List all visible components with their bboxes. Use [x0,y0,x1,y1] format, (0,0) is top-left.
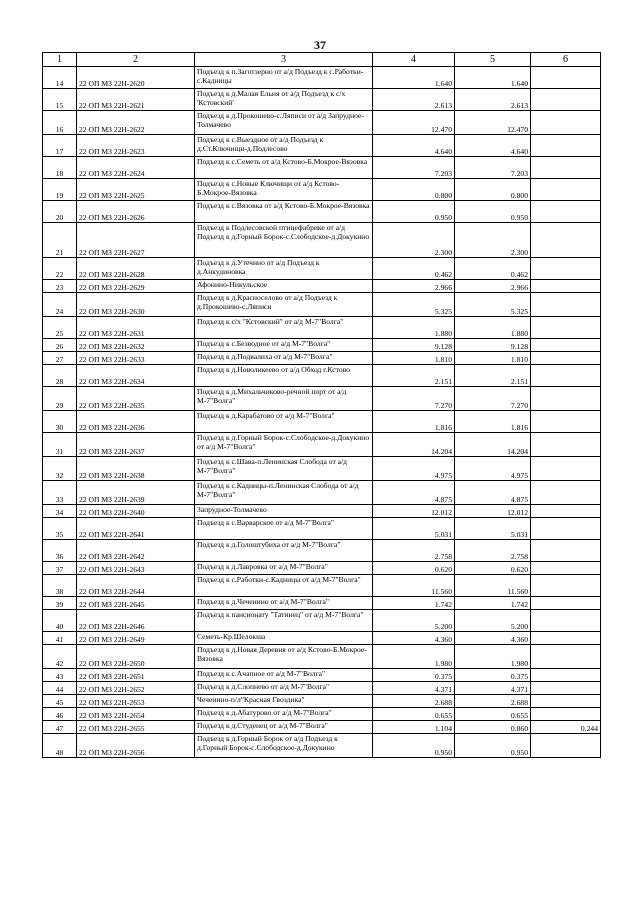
road-name: Подъезд к с.Варварское от а/д М-7"Волга" [195,518,373,540]
table-row [43,540,601,562]
road-name: Подъезд к д.Горный Борок-с.Слободское-д.Докукино от а/д М-7"Волга" [195,433,373,457]
length-col6 [531,645,601,669]
length-col5: 4.640 [455,135,531,157]
col-header-1: 1 [43,53,77,67]
road-code: 22 ОП МЗ 22Н-2641 [77,518,195,540]
road-code: 22 ОП МЗ 22Н-2654 [77,708,195,721]
page-number: 37 [314,38,326,52]
length-col5: 4.875 [455,481,531,505]
col-header-3: 3 [195,53,373,67]
length-total: 1.980 [373,645,455,669]
length-total: 4.371 [373,682,455,695]
length-col6 [531,89,601,111]
length-col5: 4.360 [455,632,531,645]
length-total: 1.880 [373,317,455,339]
road-code: 22 ОП МЗ 22Н-2636 [77,411,195,433]
length-total: 1.640 [373,67,455,89]
length-col6 [531,481,601,505]
road-code: 22 ОП МЗ 22Н-2620 [77,67,195,89]
length-col6 [531,352,601,365]
table-row [43,610,601,632]
row-number: 36 [43,540,77,562]
row-number: 23 [43,280,77,293]
road-code: 22 ОП МЗ 22Н-2629 [77,280,195,293]
table-row [43,505,601,518]
length-col6 [531,734,601,758]
length-col5: 7.203 [455,157,531,179]
length-col5: 1.640 [455,67,531,89]
length-col5: 12.012 [455,505,531,518]
length-col6 [531,365,601,387]
length-col6 [531,411,601,433]
table-body [43,67,601,758]
road-code: 22 ОП МЗ 22Н-2650 [77,645,195,669]
road-name: Подъезд к с.Кадницы-п.Ленинская Слобода от а/д М-7"Волга" [195,481,373,505]
length-col6 [531,575,601,597]
row-number: 21 [43,223,77,258]
table-row [43,339,601,352]
road-code: 22 ОП МЗ 22Н-2624 [77,157,195,179]
length-col6 [531,457,601,481]
row-number: 29 [43,387,77,411]
length-col6 [531,339,601,352]
road-code: 22 ОП МЗ 22Н-2638 [77,457,195,481]
length-col5: 2.966 [455,280,531,293]
length-col5: 2.613 [455,89,531,111]
road-name: Подъезд к д.Голоштубиха от а/д М-7"Волга" [195,540,373,562]
table-row [43,111,601,135]
length-total: 14.204 [373,433,455,457]
table-row [43,157,601,179]
road-name: Подъезд к д.Михальчиково-речной порт от а/д М-7"Волга" [195,387,373,411]
length-col6 [531,157,601,179]
length-total: 4.360 [373,632,455,645]
road-code: 22 ОП МЗ 22Н-2655 [77,721,195,734]
road-code: 22 ОП МЗ 22Н-2645 [77,597,195,610]
row-number: 34 [43,505,77,518]
row-number: 32 [43,457,77,481]
length-col6 [531,387,601,411]
length-col6 [531,258,601,280]
length-total: 5.325 [373,293,455,317]
length-total: 1.104 [373,721,455,734]
road-code: 22 ОП МЗ 22Н-2632 [77,339,195,352]
length-col5: 2.151 [455,365,531,387]
row-number: 27 [43,352,77,365]
length-col6 [531,179,601,201]
row-number: 15 [43,89,77,111]
road-name: Подъезд к с.Новые Ключищи от а/д Кстово-Б.Мокрое-Вязовка [195,179,373,201]
road-name: Подъезд к д.Красноселово от а/д Подъезд к д.Прокошево-с.Ляписи [195,293,373,317]
row-number: 43 [43,669,77,682]
road-name: Подъезд к д.Карабатово от а/д М-7"Волга" [195,411,373,433]
row-number: 38 [43,575,77,597]
length-col6 [531,201,601,223]
row-number: 14 [43,67,77,89]
table-row [43,258,601,280]
road-name: Подъезд к д.Горный Борок от а/д Подъезд к д.Горный Борок-с.Слободское-д.Докукино [195,734,373,758]
road-code: 22 ОП МЗ 22Н-2633 [77,352,195,365]
row-number: 20 [43,201,77,223]
row-number: 22 [43,258,77,280]
length-col6 [531,669,601,682]
row-number: 48 [43,734,77,758]
row-number: 19 [43,179,77,201]
table-row [43,352,601,365]
length-col5: 9.128 [455,339,531,352]
table-row [43,135,601,157]
table-row [43,411,601,433]
road-code: 22 ОП МЗ 22Н-2652 [77,682,195,695]
table-row [43,280,601,293]
length-col5: 1.810 [455,352,531,365]
length-col5: 0.860 [455,721,531,734]
row-number: 39 [43,597,77,610]
length-col5: 0.375 [455,669,531,682]
road-code: 22 ОП МЗ 22Н-2646 [77,610,195,632]
length-total: 12.012 [373,505,455,518]
road-code: 22 ОП МЗ 22Н-2626 [77,201,195,223]
length-total: 9.128 [373,339,455,352]
road-name: Афонино-Никульское [195,280,373,293]
length-col5: 5.031 [455,518,531,540]
length-col5: 0.800 [455,179,531,201]
length-col5: 0.950 [455,734,531,758]
length-total: 0.462 [373,258,455,280]
roads-table [42,52,601,758]
col-header-4: 4 [373,53,455,67]
table-row [43,632,601,645]
table-row [43,223,601,258]
length-total: 2.758 [373,540,455,562]
road-code: 22 ОП МЗ 22Н-2628 [77,258,195,280]
road-name: Подъезд к пансионату "Татинец" от а/д М-7"Волга" [195,610,373,632]
road-name: Подъезд к д.Студенец от а/д М-7"Волга" [195,721,373,734]
road-name: Подъезд к д.Новоликеево от а/д Обход г.Кстово [195,365,373,387]
table-row [43,179,601,201]
length-total: 2.688 [373,695,455,708]
length-col5: 5.325 [455,293,531,317]
road-name: Подъезд к д.Подвалиха от а/д М-7"Волга" [195,352,373,365]
length-col5: 7.270 [455,387,531,411]
row-number: 18 [43,157,77,179]
table-row [43,721,601,734]
road-name: Подъезд к с.Выездное от а/д Подъезд к д.Ст.Ключищи-д.Подлесово [195,135,373,157]
road-name: Семеть-Кр.Шелокша [195,632,373,645]
road-name: Подъезд к д.Прокошево-с.Ляписи от а/д Запрудное-Толмачево [195,111,373,135]
road-name: Подъезд к с.Семеть от а/д Кстово-Б.Мокрое-Вязовка [195,157,373,179]
header-row [43,53,601,67]
length-total: 1.742 [373,597,455,610]
row-number: 42 [43,645,77,669]
table-row [43,89,601,111]
length-col5: 5.200 [455,610,531,632]
length-col6 [531,433,601,457]
road-code: 22 ОП МЗ 22Н-2656 [77,734,195,758]
table-row [43,645,601,669]
road-code: 22 ОП МЗ 22Н-2639 [77,481,195,505]
road-code: 22 ОП МЗ 22Н-2651 [77,669,195,682]
length-col6 [531,223,601,258]
road-name: Подъезд к с.Работки-с.Кадницы от а/д М-7"Волга" [195,575,373,597]
length-col5: 4.371 [455,682,531,695]
road-code: 22 ОП МЗ 22Н-2622 [77,111,195,135]
road-name: Подъезд к с.Вязовка от а/д Кстово-Б.Мокрое-Вязовка [195,201,373,223]
road-name: Чеченино-п/л"Красная Гвоздика" [195,695,373,708]
road-name: Подъезд к д.Абатурово от а/д М-7"Волга" [195,708,373,721]
length-col6 [531,632,601,645]
road-code: 22 ОП МЗ 22Н-2630 [77,293,195,317]
road-name: Подъезд к с.Безводное от а/д М-7"Волга" [195,339,373,352]
length-col5: 2.758 [455,540,531,562]
length-col5: 0.655 [455,708,531,721]
length-col6 [531,610,601,632]
length-total: 0.375 [373,669,455,682]
length-total: 0.950 [373,201,455,223]
length-total: 0.800 [373,179,455,201]
table-row [43,293,601,317]
row-number: 25 [43,317,77,339]
table-row [43,317,601,339]
row-number: 35 [43,518,77,540]
road-name: Подъезд к д.Чеченино от а/д М-7"Волга" [195,597,373,610]
length-col5: 2.688 [455,695,531,708]
length-col5: 0.950 [455,201,531,223]
length-total: 4.875 [373,481,455,505]
road-code: 22 ОП МЗ 22Н-2642 [77,540,195,562]
road-code: 22 ОП МЗ 22Н-2631 [77,317,195,339]
length-total: 7.203 [373,157,455,179]
length-col5: 1.880 [455,317,531,339]
length-col6 [531,562,601,575]
length-total: 7.270 [373,387,455,411]
road-name: Подъезд к с.Шава-п.Ленинская Слобода от а/д М-7"Волга" [195,457,373,481]
length-col6 [531,682,601,695]
length-col5: 0.620 [455,562,531,575]
length-total: 0.655 [373,708,455,721]
length-col6 [531,293,601,317]
road-name: Подъезд к д.Новая Деревня от а/д Кстово-Б.Мокрое-Вязовка [195,645,373,669]
length-total: 2.151 [373,365,455,387]
length-col6 [531,708,601,721]
length-col6 [531,280,601,293]
road-name: Подъезд к д.Малая Ельня от а/д Подъезд к с/х 'Кстовский' [195,89,373,111]
row-number: 31 [43,433,77,457]
length-total: 1.816 [373,411,455,433]
table-row [43,575,601,597]
road-name: Запрудное-Толмачево [195,505,373,518]
length-col6: 0.244 [531,721,601,734]
length-col5: 1.816 [455,411,531,433]
length-total: 4.640 [373,135,455,157]
length-col5: 0.462 [455,258,531,280]
road-name: Подъезд к д.Утечино от а/д Подъезд к д.Анкудиновка [195,258,373,280]
length-col6 [531,111,601,135]
row-number: 41 [43,632,77,645]
row-number: 17 [43,135,77,157]
row-number: 30 [43,411,77,433]
road-name: Подъезд к с/х "Кстовский" от а/д М-7"Волга" [195,317,373,339]
row-number: 24 [43,293,77,317]
table-row [43,201,601,223]
length-col5: 4.975 [455,457,531,481]
road-code: 22 ОП МЗ 22Н-2621 [77,89,195,111]
length-total: 0.950 [373,734,455,758]
table-row [43,734,601,758]
col-header-5: 5 [455,53,531,67]
length-col6 [531,135,601,157]
length-col6 [531,67,601,89]
length-total: 5.200 [373,610,455,632]
road-code: 22 ОП МЗ 22Н-2640 [77,505,195,518]
row-number: 26 [43,339,77,352]
length-col6 [531,317,601,339]
road-name: Подъезд к п.Заготзерно от а/д Подъезд к с.Работки-с.Кадницы [195,67,373,89]
length-col6 [531,540,601,562]
col-header-2: 2 [77,53,195,67]
table-row [43,481,601,505]
table-row [43,457,601,481]
table-row [43,669,601,682]
length-total: 2.300 [373,223,455,258]
length-col5: 11.560 [455,575,531,597]
row-number: 37 [43,562,77,575]
table-row [43,67,601,89]
table-row [43,365,601,387]
road-code: 22 ОП МЗ 22Н-2653 [77,695,195,708]
length-col5: 2.300 [455,223,531,258]
length-total: 1.810 [373,352,455,365]
table-row [43,682,601,695]
table-row [43,562,601,575]
row-number: 40 [43,610,77,632]
length-total: 4.975 [373,457,455,481]
road-code: 22 ОП МЗ 22Н-2643 [77,562,195,575]
table-row [43,695,601,708]
length-total: 11.560 [373,575,455,597]
col-header-6: 6 [531,53,601,67]
row-number: 44 [43,682,77,695]
road-name: Подъезд к Подлесовской птицефабрике от а/д Подъезд к д.Горный Борок-с.Слободское-д.Докукино [195,223,373,258]
row-number: 33 [43,481,77,505]
length-total: 2.966 [373,280,455,293]
road-code: 22 ОП МЗ 22Н-2627 [77,223,195,258]
length-col6 [531,695,601,708]
length-col5: 12.470 [455,111,531,135]
table-row [43,708,601,721]
length-col5: 1.980 [455,645,531,669]
road-code: 22 ОП МЗ 22Н-2637 [77,433,195,457]
road-name: Подъезд к д.Слопнево от а/д М-7"Волга" [195,682,373,695]
length-col5: 1.742 [455,597,531,610]
length-col6 [531,505,601,518]
table-row [43,597,601,610]
road-code: 22 ОП МЗ 22Н-2623 [77,135,195,157]
road-code: 22 ОП МЗ 22Н-2634 [77,365,195,387]
road-name: Подъезд к д.Лавровка от а/д М-7"Волга" [195,562,373,575]
table-row [43,387,601,411]
length-col6 [531,597,601,610]
length-col5: 14.204 [455,433,531,457]
table-row [43,518,601,540]
length-total: 12.470 [373,111,455,135]
road-code: 22 ОП МЗ 22Н-2635 [77,387,195,411]
road-name: Подъезд к с.Ачапное от а/д М-7"Волга" [195,669,373,682]
road-code: 22 ОП МЗ 22Н-2625 [77,179,195,201]
table-row [43,433,601,457]
row-number: 47 [43,721,77,734]
length-total: 0.620 [373,562,455,575]
length-total: 2.613 [373,89,455,111]
row-number: 45 [43,695,77,708]
row-number: 16 [43,111,77,135]
length-total: 5.031 [373,518,455,540]
length-col6 [531,518,601,540]
row-number: 46 [43,708,77,721]
road-code: 22 ОП МЗ 22Н-2649 [77,632,195,645]
row-number: 28 [43,365,77,387]
road-code: 22 ОП МЗ 22Н-2644 [77,575,195,597]
